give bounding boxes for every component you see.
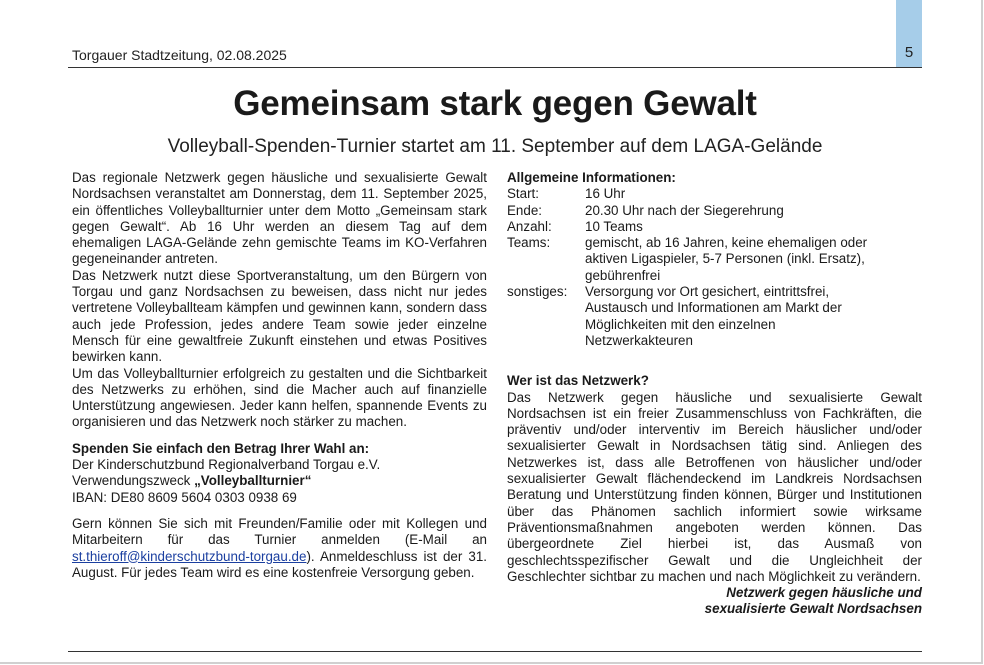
donation-purpose (72, 473, 487, 489)
info-label: sonstiges: (507, 284, 568, 300)
info-label: Start: (507, 186, 539, 202)
header-divider (68, 67, 922, 68)
info-row (507, 219, 922, 235)
paragraph-registration (72, 516, 487, 581)
info-label: Teams: (507, 235, 551, 251)
donation-purpose-value: „Volleyballturnier“ (194, 473, 312, 489)
newspaper-header: Torgauer Stadtzeitung, 02.08.2025 (72, 47, 287, 63)
donation-purpose-label: Verwendungszweck (72, 473, 195, 489)
info-table (507, 186, 922, 349)
paragraph-support: Um das Volleyballturnier erfolgreich zu gestalten und die Sichtbarkeit des Netzwerks zu erhöhen, sind die Macher auch auf finanzielle Unterstützung angewiesen. Jeder kann helfen, spannende Events zu organisieren und das Netzwerk noch stärker zu machen. (72, 365, 487, 430)
network-heading: Wer ist das Netzwerk? (507, 373, 649, 389)
info-row (507, 235, 922, 284)
info-value: gemischt, ab 16 Jahren, keine ehemaligen oder aktiven Ligaspieler, 5-7 Personen (inkl. Ersatz), gebührenfrei (585, 235, 868, 283)
right-column (507, 170, 922, 618)
registration-email-link[interactable]: st.thieroff@kinderschutzbund-torgau.de (72, 548, 307, 564)
article-subheadline: Volleyball-Spenden-Turnier startet am 11. September auf dem LAGA-Gelände (167, 136, 823, 157)
registration-text-before: Gern können Sie sich mit Freunden/Familie oder mit Kollegen und Mitarbeitern für das Turnier anmelden (E-Mail an (72, 515, 487, 548)
article-headline: Gemeinsam stark gegen Gewalt (233, 84, 757, 123)
paragraph-intro: Das regionale Netzwerk gegen häusliche und sexualisierte Gewalt Nordsachsen veranstaltet am Donnerstag, dem 11. September 2025, ein öffentliches Volleyballturnier unter dem Motto „Gemeinsam stark gegen Gewalt“. Ab 16 Uhr werden an diesem Tag auf dem ehemaligen LAGA-Gelände zehn gemischte Teams im KO-Verfahren gegeneinander antreten. (72, 170, 487, 267)
donation-iban: IBAN: DE80 8609 5604 0303 0938 69 (72, 489, 297, 505)
footer-divider (68, 651, 922, 652)
info-row (507, 203, 922, 219)
paragraph-purpose: Das Netzwerk nutzt diese Sportveranstaltung, um den Bürgern von Torgau und ganz Nordsachsen zu beweisen, dass nicht nur jedes vertretene Volleyballteam kämpfen und gewinnen kann, sondern dass auch jede Profession, jedes andere Team sowie jeder einzelne Mensch für eine gewaltfreie Zukunft einstehen und etwas Positives bewirken kann. (72, 267, 487, 365)
network-description: Das Netzwerk gegen häusliche und sexualisierte Gewalt Nordsachsen ist ein freier Zusammenschluss von Fachkräften, die präventiv und/oder interventiv im Bereich häuslicher und/oder sexualisierter Gewalt in Nordsachsen tätig sind. Anliegen des Netzwerkes ist, dass alle Betroffenen von häuslicher und/oder sexualisierter Gewalt flächendeckend im Landkreis Nordsachsen Beratung und Unterstützung finden können, Bürger und Institutionen über das Phänomen sachlich informiert sowie wirksame Präventionsmaßnahmen angeboten werden können. Das übergeordnete Ziel hierbei ist, das Ausmaß von geschlechtsspezifischer Gewalt und die Ungleichheit der Geschlechter sichtbar zu machen und nach Möglichkeit zu verändern. (507, 389, 922, 584)
info-heading: Allgemeine Informationen: (507, 170, 676, 185)
info-value: 16 Uhr (585, 186, 626, 202)
info-label: Anzahl: (507, 218, 552, 234)
signature-line-2: sexualisierte Gewalt Nordsachsen (704, 601, 922, 617)
page-number: 5 (904, 44, 914, 61)
info-value: 10 Teams (585, 218, 643, 234)
donation-recipient: Der Kinderschutzbund Regionalverband Torgau e.V. (72, 457, 381, 473)
donation-heading: Spenden Sie einfach den Betrag Ihrer Wahl an: (72, 440, 370, 456)
info-row (507, 284, 922, 349)
info-row (507, 186, 922, 202)
info-value: 20.30 Uhr nach der Siegerehrung (585, 202, 784, 218)
info-label: Ende: (507, 202, 542, 218)
signature-line-1: Netzwerk gegen häusliche und (726, 585, 922, 601)
info-value: Versorgung vor Ort gesichert, eintrittsfrei, Austausch und Informationen am Markt der Möglichkeiten mit den einzelnen Netzwerkakteuren (585, 284, 842, 348)
left-column (72, 170, 487, 581)
registration-text-after: ). Anmeldeschluss ist der 31. August. Für jedes Team wird es eine kostenfreie Versorgung geben. (72, 548, 487, 580)
